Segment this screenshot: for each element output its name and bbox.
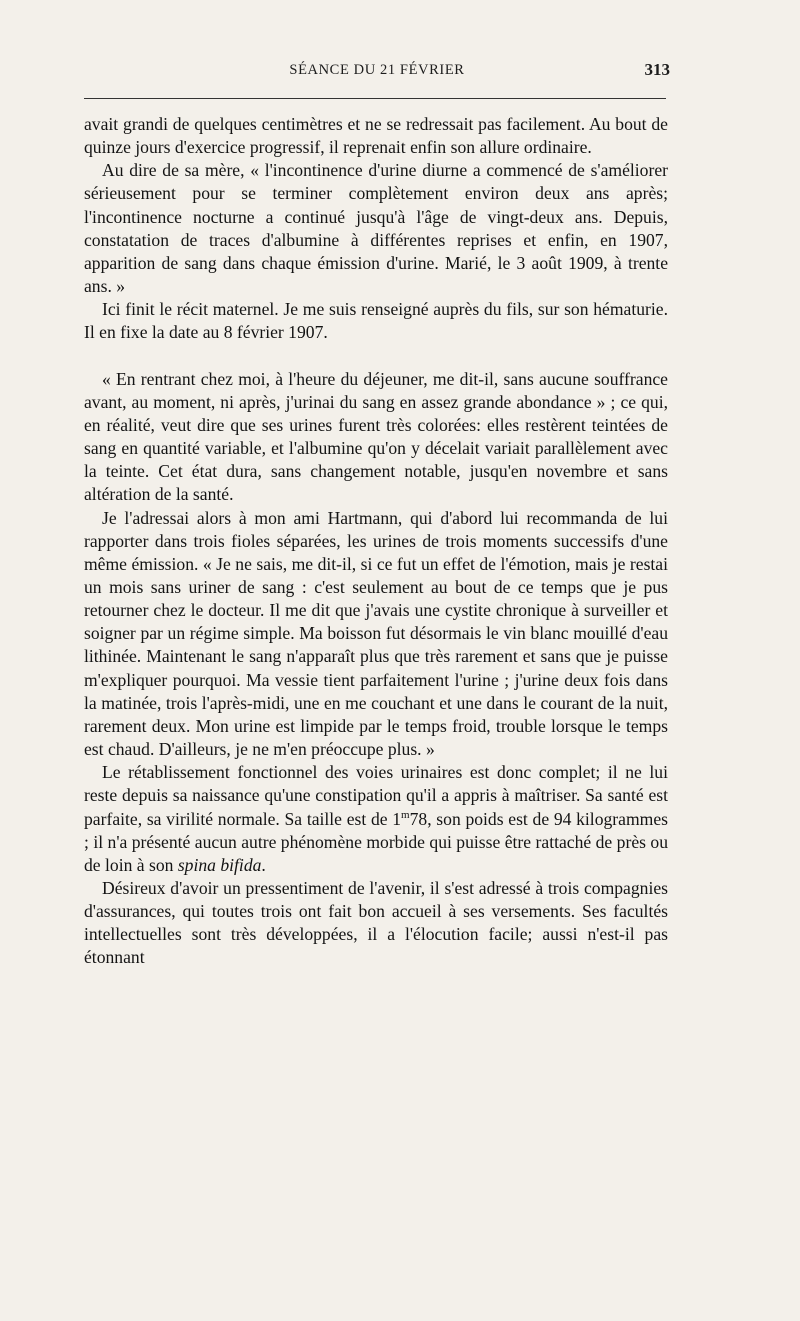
running-title: SÉANCE DU 21 FÉVRIER	[289, 62, 465, 78]
paragraph-hartmann: Je l'adressai alors à mon ami Hartmann, qui d'abord lui recommanda de lui rapporter dans trois fioles séparées, les urines de trois moments successifs d'une même émission. « Je ne sais, me dit-il, si ce fut un effet de l'émotion, mais je restai un mois sans uriner de sang : c'est seulement au bout de ce temps que je pus retourner chez le docteur. Il me dit que j'avais une cystite chronique à surveiller et soigner par un régime simple. Ma boisson fut désormais le vin blanc mouillé d'eau lithinée. Maintenant le sang n'apparaît plus que très rarement et sans que je puisse m'expliquer pourquoi. Ma vessie tient parfaitement l'urine ; j'urine deux fois dans la matinée, trois l'après-midi, une en me couchant et une dans le courant de la nuit, rarement deux. Mon urine est limpide par le temps froid, trouble lorsque le temps est chaud. D'ailleurs, je ne m'en préoccupe plus. »	[84, 507, 668, 760]
health-text-after: 78, son poids est de 94 kilogrammes ; il n'a présenté aucun autre phénomène morbide qui puisse être rattaché de près ou de loin à son	[84, 808, 668, 875]
paragraph-health-status	[84, 761, 668, 877]
header-rule	[84, 98, 666, 99]
measure-superscript: m	[401, 808, 410, 821]
italic-term: spina bifida	[177, 854, 262, 875]
paragraph-insurance: Désireux d'avoir un pressentiment de l'avenir, il s'est adressé à trois compagnies d'assurances, qui toutes trois ont fait bon accueil à ses versements. Ses facultés intellectuelles sont très développées, il a l'élocution facile; aussi n'est-il pas étonnant	[84, 878, 668, 968]
paragraph-continuation: avait grandi de quelques centimètres et ne se redressait pas facilement. Au bout de quinze jours d'exercice progressif, il reprenait enfin son allure ordinaire.	[84, 114, 668, 158]
paragraph-patient-quote: « En rentrant chez moi, à l'heure du déjeuner, me dit-il, sans aucune souffrance avant, au moment, ni après, j'urinai du sang en assez grande abondance » ; ce qui, en réalité, veut dire que ses urines furent très colorées: elles restèrent teintées de sang en quantité variable, et l'albumine qu'on y décelait variait parallèlement avec la teinte. Cet état dura, sans changement notable, jusqu'en novembre et sans altération de la santé.	[84, 368, 668, 505]
body-text	[84, 113, 668, 970]
page-number: 313	[644, 60, 670, 79]
paragraph-end-of-account: Ici finit le récit maternel. Je me suis renseigné auprès du fils, sur son hématurie. Il en fixe la date au 8 février 1907.	[84, 299, 668, 343]
health-text-end: .	[261, 854, 266, 875]
paragraph-mother-account: Au dire de sa mère, « l'incontinence d'urine diurne a commencé de s'améliorer sérieusement pour se terminer complètement environ deux ans après; l'incontinence nocturne a continué jusqu'à l'âge de vingt-deux ans. Depuis, constatation de traces d'albumine à différentes reprises et enfin, en 1907, apparition de sang dans chaque émission d'urine. Marié, le 3 août 1909, à trente ans. »	[84, 160, 668, 297]
running-head	[84, 58, 670, 84]
health-text-before: Le rétablissement fonctionnel des voies urinaires est donc complet; il ne lui reste depuis sa naissance qu'une constipation qu'il a appris à maîtriser. Sa santé est parfaite, sa virilité normale. Sa taille est de 1	[84, 762, 668, 829]
